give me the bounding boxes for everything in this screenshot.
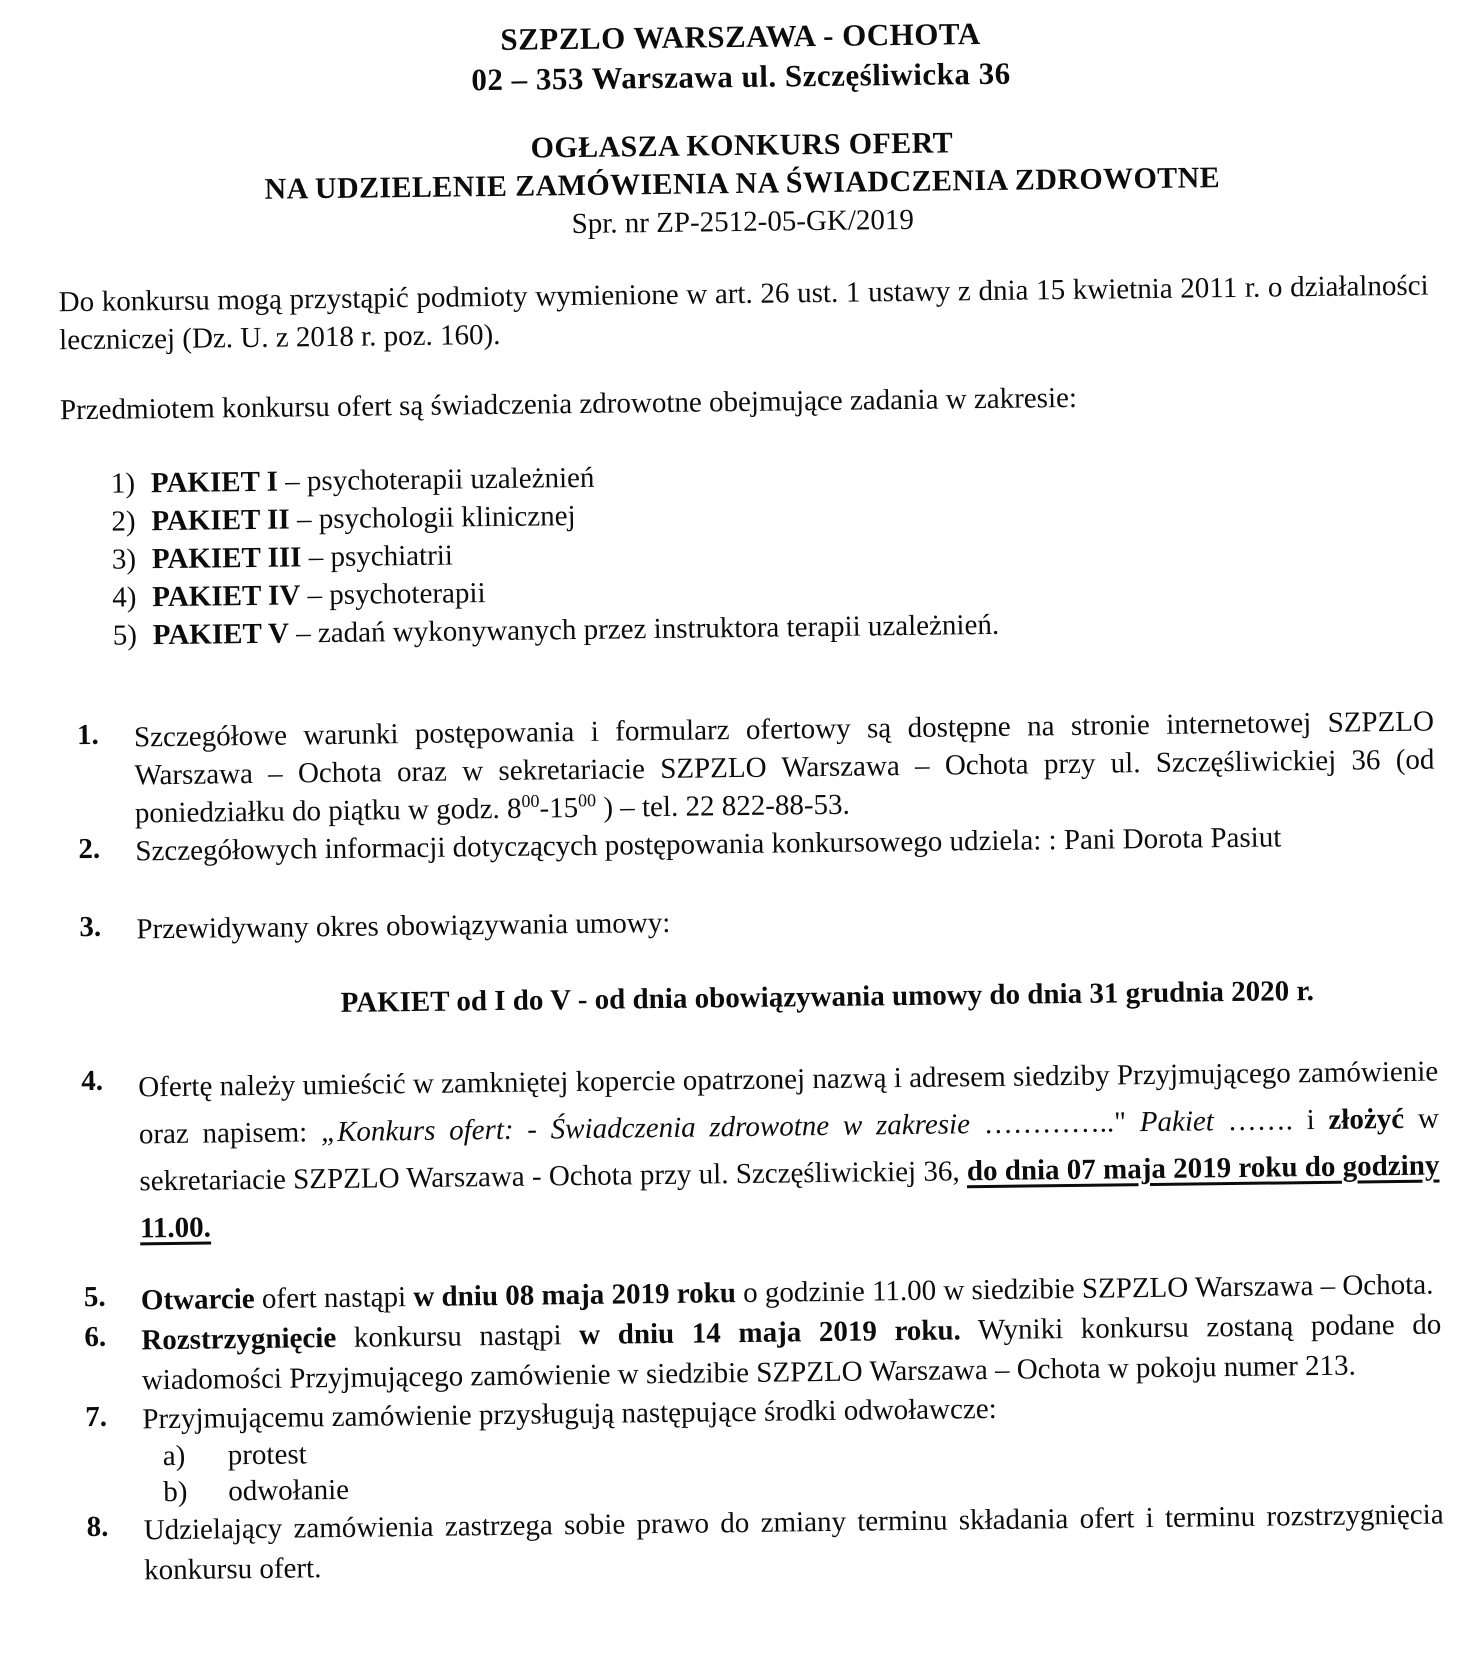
- resolution-date: w dniu 14 maja 2019 roku.: [578, 1314, 962, 1352]
- remedy-letter: b): [163, 1475, 188, 1509]
- contract-period-line: PAKIET od I do V - od dnia obowiązywania umowy do dnia 31 grudnia 2020 r.: [340, 975, 1315, 1019]
- intro-subject-paragraph: Przedmiotem konkursu ofert są świadczenia zdrowotne obejmujące zadania w zakresie:: [59, 381, 1078, 427]
- term-1-text: ) – tel. 22 822-88-53.: [595, 788, 851, 824]
- remedy-letter: a): [162, 1439, 186, 1473]
- opening-word: Otwarcie: [140, 1282, 255, 1317]
- term-number: 7.: [85, 1400, 108, 1434]
- term-number: 6.: [84, 1320, 107, 1354]
- package-list: [61, 449, 1433, 656]
- term-4-text: Ofertę należy umieścić w zamkniętej kopercie opatrzonej nazwą i adresem siedziby Przyjmującego zamówienie oraz napisem:: [138, 1055, 1439, 1151]
- package-desc: – zadań wykonywanych przez instruktora terapii uzależnień.: [288, 608, 1000, 650]
- package-name: PAKIET III: [151, 541, 302, 576]
- submission-deadline: do dnia 07 maja 2019 roku do godziny 11.00.: [139, 1149, 1440, 1245]
- term-text: Przyjmującemu zamówienie przysługują następujące środki odwoławcze:: [142, 1392, 997, 1436]
- package-number: 5): [112, 619, 138, 652]
- dotted-blank: …………..": [969, 1106, 1140, 1141]
- term-text: Przewidywany okres obowiązywania umowy:: [136, 906, 671, 946]
- pakiet-word: Pakiet: [1139, 1105, 1215, 1139]
- term-1-text: -15: [539, 791, 579, 825]
- package-number: 4): [112, 581, 137, 614]
- package-name: PAKIET II: [151, 503, 290, 538]
- term-4-text: w sekretariacie SZPZLO Warszawa - Ochota przy ul. Szczęśliwickiej 36,: [139, 1102, 1439, 1198]
- term-5-text: o godzinie 11.00 w siedzibie SZPZLO Warszawa – Ochota.: [735, 1268, 1434, 1310]
- org-name: SZPZLO WARSZAWA - OCHOTA: [500, 16, 981, 57]
- package-number: 1): [110, 467, 136, 500]
- term-6-text: Wyniki konkursu zostaną podane do wiadomości Przyjmującego zamówienie w siedzibie SZPZLO Warszawa – Ochota w pokoju numer 213.: [141, 1308, 1442, 1397]
- resolution-word: Rozstrzygnięcie: [141, 1321, 337, 1357]
- term-text: [134, 703, 1435, 833]
- hours-superscript: 00: [577, 790, 597, 811]
- package-desc: – psychoterapii uzależnień: [277, 461, 595, 498]
- doc-header: [55, 9, 1428, 250]
- intro-eligibility-paragraph: Do konkursu mogą przystąpić podmioty wymienione w art. 26 ust. 1 ustawy z dnia 15 kwietnia 2011 r. o działalności leczniczej (Dz. U. z 2018 r. poz. 160).: [58, 269, 1429, 357]
- hours-superscript: 00: [521, 790, 540, 812]
- package-desc: – psychiatrii: [301, 539, 454, 574]
- term-number: 4.: [81, 1064, 104, 1098]
- package-desc: – psychoterapii: [300, 577, 486, 612]
- term-item-4: [68, 1049, 1440, 1254]
- term-number: 8.: [86, 1510, 109, 1544]
- remedy-text: odwołanie: [228, 1473, 350, 1508]
- terms-list: [64, 703, 1445, 1592]
- submit-word: złożyć: [1328, 1102, 1405, 1136]
- remedy-text: protest: [227, 1438, 307, 1472]
- term-item-1: [64, 703, 1435, 834]
- term-5-text: ofert nastąpi: [254, 1281, 414, 1315]
- announcement-title-line1: OGŁASZA KONKURS OFERT: [530, 126, 954, 165]
- package-number: 2): [111, 505, 136, 538]
- term-item-8: [73, 1494, 1444, 1591]
- package-name: PAKIET IV: [152, 579, 301, 614]
- term-number: 5.: [83, 1280, 106, 1314]
- term-text: Udzielający zamówienia zastrzega sobie prawo do zmiany terminu składania ofert i terminu rozstrzygnięcia konkursu ofert.: [143, 1498, 1444, 1587]
- opening-date: w dniu 08 maja 2019 roku: [413, 1277, 737, 1314]
- dotted-blank: ……. i: [1213, 1103, 1329, 1138]
- announcement-title-line2: NA UDZIELENIE ZAMÓWIENIA NA ŚWIADCZENIA ZDROWOTNE: [264, 161, 1221, 206]
- term-1-text: Szczegółowe warunki postępowania i formularz ofertowy są dostępne na stronie internetowej SZPZLO Warszawa – Ochota oraz w sekretariacie SZPZLO Warszawa – Ochota przy ul. Szczęśliwickiej 36 (od poniedziałku do piątku w godz. 8: [133, 705, 1435, 830]
- package-desc: – psychologii klinicznej: [289, 500, 576, 536]
- term-number: 2.: [78, 832, 101, 866]
- term-text: [138, 1049, 1440, 1253]
- package-name: PAKIET V: [152, 617, 290, 652]
- package-name: PAKIET I: [150, 465, 279, 500]
- term-number: 3.: [79, 910, 102, 944]
- term-number: 1.: [76, 718, 99, 752]
- case-number: Spr. nr ZP-2512-05-GK/2019: [571, 203, 915, 241]
- term-6-text: konkursu nastąpi: [336, 1319, 580, 1354]
- term-item-3: [66, 895, 1436, 950]
- org-address: 02 – 353 Warszawa ul. Szczęśliwicka 36: [471, 55, 1011, 98]
- package-number: 3): [111, 543, 137, 576]
- envelope-label-quote: „Konkurs ofert: - Świadczenia zdrowotne w zakresie: [320, 1108, 971, 1149]
- term-text: Szczegółowych informacji dotyczących postępowania konkursowego udziela: : Pani Dorota Pasiut: [135, 821, 1282, 868]
